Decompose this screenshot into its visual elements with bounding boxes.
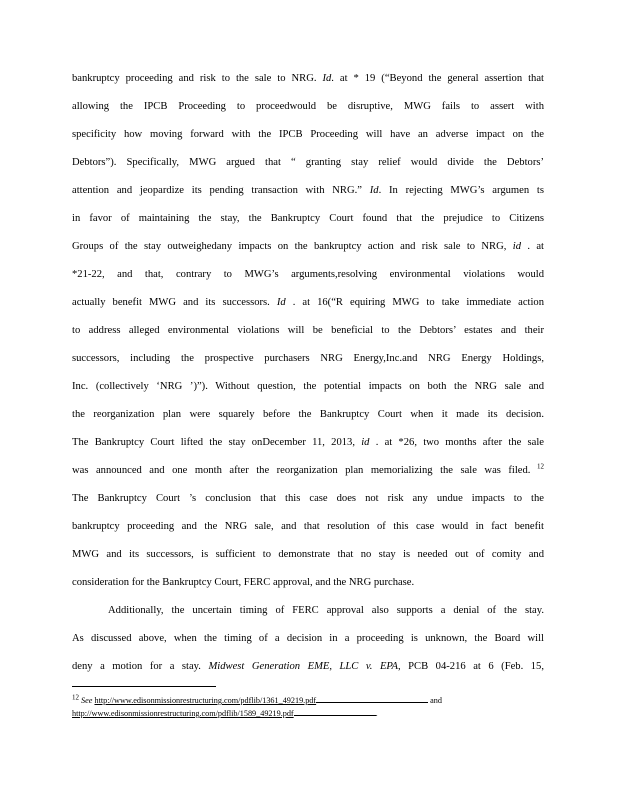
body-line: was announced and one month after the reorganization plan memorializing the sale was filed. $^{12}$: [72, 462, 544, 476]
body-line: Groups of the stay outweighedany impacts on the bankruptcy action and risk sale to NRG, id . at: [72, 241, 544, 252]
body-line: Inc. (collectively ‘NRG ’)”). Without question, the potential impacts on both the NRG sale and: [72, 381, 544, 392]
footnote-link-1-underline: [316, 694, 428, 703]
body-line: deny a motion for a stay. Midwest Generation EME, LLC v. EPA, PCB 04-216 at 6 (Feb. 15,: [72, 661, 544, 672]
body-line: in favor of maintaining the stay, the Bankruptcy Court found that the prejudice to Citizens: [72, 213, 544, 224]
footnote-link-1[interactable]: http://www.edisonmissionrestructuring.com/pdflib/1361_49219.pdf: [94, 696, 317, 705]
footnote-link-2[interactable]: http://www.edisonmissionrestructuring.com/pdflib/1589_49219.pdf: [72, 709, 294, 718]
body-line: Debtors”). Specifically, MWG argued that “ granting stay relief would divide the Debtors’: [72, 157, 544, 168]
body-line: successors, including the prospective purchasers NRG Energy,Inc.and NRG Energy Holdings,: [72, 353, 544, 364]
body-line: allowing the IPCB Proceeding to proceedwould be disruptive, MWG fails to assert with: [72, 101, 544, 112]
footnote-and: and: [430, 696, 442, 705]
footnote-number: 12: [72, 693, 79, 702]
body-line: specificity how moving forward with the IPCB Proceeding will have an adverse impact on the: [72, 129, 544, 140]
body-line: The Bankruptcy Court lifted the stay onDecember 11, 2013, id . at *26, two months after the sale: [72, 437, 544, 448]
footnote-see: See: [81, 696, 93, 705]
body-line: attention and jeopardize its pending transaction with NRG.” Id. In rejecting MWG’s argumen ts: [72, 185, 544, 196]
footnote-link-2-underline: [294, 707, 376, 716]
body-line: bankruptcy proceeding and risk to the sale to NRG. Id. at * 19 (“Beyond the general assertion that: [72, 73, 544, 84]
body-line: The Bankruptcy Court ’s conclusion that this case does not risk any undue impacts to the: [72, 493, 544, 504]
footnote-line-1: [72, 694, 442, 706]
body-line: consideration for the Bankruptcy Court, FERC approval, and the NRG purchase.: [72, 577, 415, 588]
footnote-end: .: [375, 709, 378, 718]
body-line: to address alleged environmental violations will be beneficial to the Debtors’ estates and their: [72, 325, 544, 336]
body-line: the reorganization plan were squarely before the Bankruptcy Court when it made its decision.: [72, 409, 544, 420]
body-line: *21-22, and that, contrary to MWG’s arguments,resolving environmental violations would: [72, 269, 544, 280]
body-line: Additionally, the uncertain timing of FERC approval also supports a denial of the stay.: [108, 605, 544, 616]
body-line: As discussed above, when the timing of a decision in a proceeding is unknown, the Board will: [72, 633, 544, 644]
footnote-reference[interactable]: 12: [530, 462, 544, 471]
body-line: actually benefit MWG and its successors. Id . at 16(“R equiring MWG to take immediate action: [72, 297, 545, 308]
body-line: bankruptcy proceeding and the NRG sale, and that resolution of this case would in fact benefit: [72, 521, 544, 532]
footnote-line-2: [72, 707, 378, 719]
body-line: MWG and its successors, is sufficient to demonstrate that no stay is needed out of comity and: [72, 549, 544, 560]
case-citation: Midwest Generation EME, LLC v. EPA: [208, 661, 398, 672]
citation-rest: , PCB 04-216 at 6 (Feb. 15,: [398, 661, 544, 672]
footnote-separator: [72, 686, 216, 687]
